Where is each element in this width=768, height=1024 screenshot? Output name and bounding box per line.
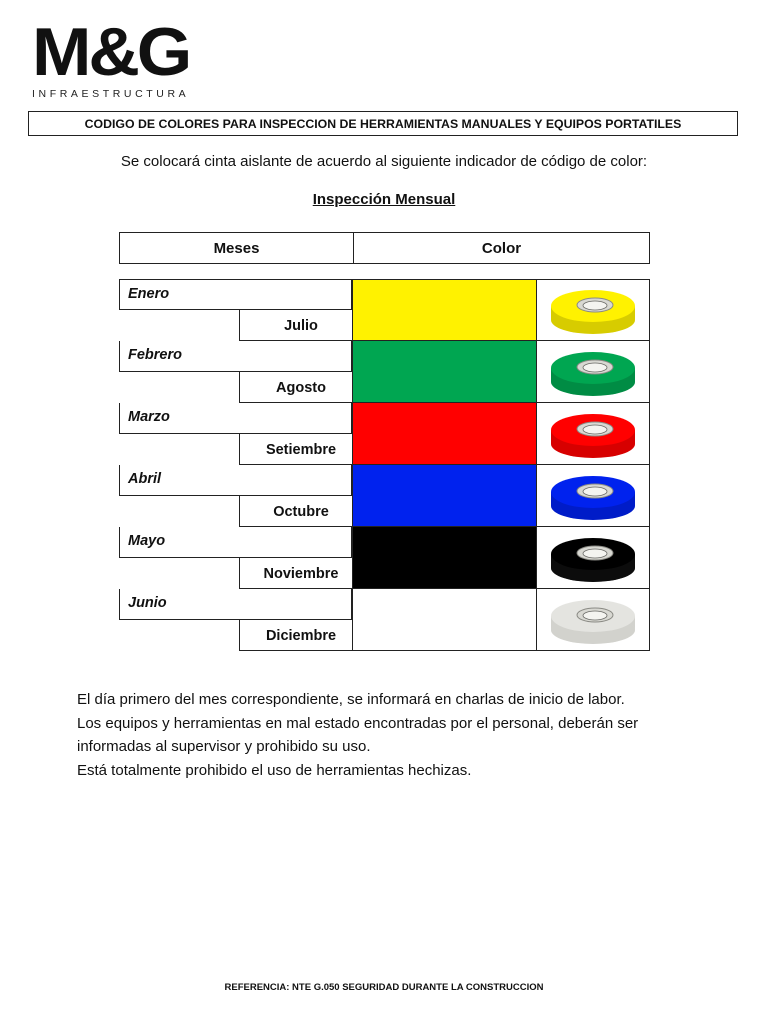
color-swatch <box>352 589 537 651</box>
header-months: Meses <box>120 233 354 263</box>
tape-cell <box>537 403 650 465</box>
blue-tape-icon <box>545 468 641 524</box>
month-second-half: Setiembre <box>239 434 352 465</box>
yellow-tape-icon <box>545 282 641 338</box>
color-swatch <box>352 403 537 465</box>
color-swatch <box>352 279 537 341</box>
section-subtitle: Inspección Mensual <box>312 191 456 208</box>
red-tape-icon <box>545 406 641 462</box>
month-first-half: Marzo <box>119 403 352 434</box>
logo-mark: M&G <box>32 14 190 90</box>
month-first-half: Abril <box>119 465 352 496</box>
table-row <box>119 589 650 651</box>
month-second-half: Agosto <box>239 372 352 403</box>
instruction-line: Los equipos y herramientas en mal estado encontradas por el personal, deberán ser <box>77 714 639 732</box>
tape-cell <box>537 279 650 341</box>
header-color: Color <box>481 239 522 257</box>
document-title: CODIGO DE COLORES PARA INSPECCION DE HERRAMIENTAS MANUALES Y EQUIPOS PORTATILES <box>28 111 738 136</box>
instruction-line: informadas al supervisor y prohibido su uso. <box>77 738 371 755</box>
month-second-half: Julio <box>239 310 352 341</box>
color-swatch <box>352 465 537 527</box>
month-second-half: Noviembre <box>239 558 352 589</box>
instructions <box>77 688 717 782</box>
color-swatch <box>352 341 537 403</box>
month-first-half: Junio <box>119 589 352 620</box>
table-row <box>119 403 650 465</box>
tape-cell <box>537 341 650 403</box>
color-swatch <box>352 527 537 589</box>
table-row <box>119 341 650 403</box>
month-first-half: Mayo <box>119 527 352 558</box>
instruction-line: El día primero del mes correspondiente, se informará en charlas de inicio de labor. <box>77 691 625 708</box>
table-row <box>119 527 650 589</box>
month-second-half: Diciembre <box>239 620 352 651</box>
black-tape-icon <box>545 530 641 586</box>
month-first-half: Febrero <box>119 341 352 372</box>
table-row <box>119 465 650 527</box>
company-logo <box>32 14 190 100</box>
table-row <box>119 279 650 341</box>
tape-cell <box>537 589 650 651</box>
tape-cell <box>537 527 650 589</box>
color-code-table <box>119 279 650 651</box>
instruction-line: Está totalmente prohibido el uso de herramientas hechizas. <box>77 761 472 779</box>
intro-text: Se colocará cinta aislante de acuerdo al siguiente indicador de código de color: <box>120 153 648 170</box>
white-tape-icon <box>545 592 641 648</box>
logo-subtitle: INFRAESTRUCTURA <box>32 88 190 100</box>
table-header <box>119 232 650 264</box>
month-first-half: Enero <box>119 279 352 310</box>
month-second-half: Octubre <box>239 496 352 527</box>
green-tape-icon <box>545 344 641 400</box>
tape-cell <box>537 465 650 527</box>
reference-footer: REFERENCIA: NTE G.050 SEGURIDAD DURANTE LA CONSTRUCCION <box>224 982 544 993</box>
